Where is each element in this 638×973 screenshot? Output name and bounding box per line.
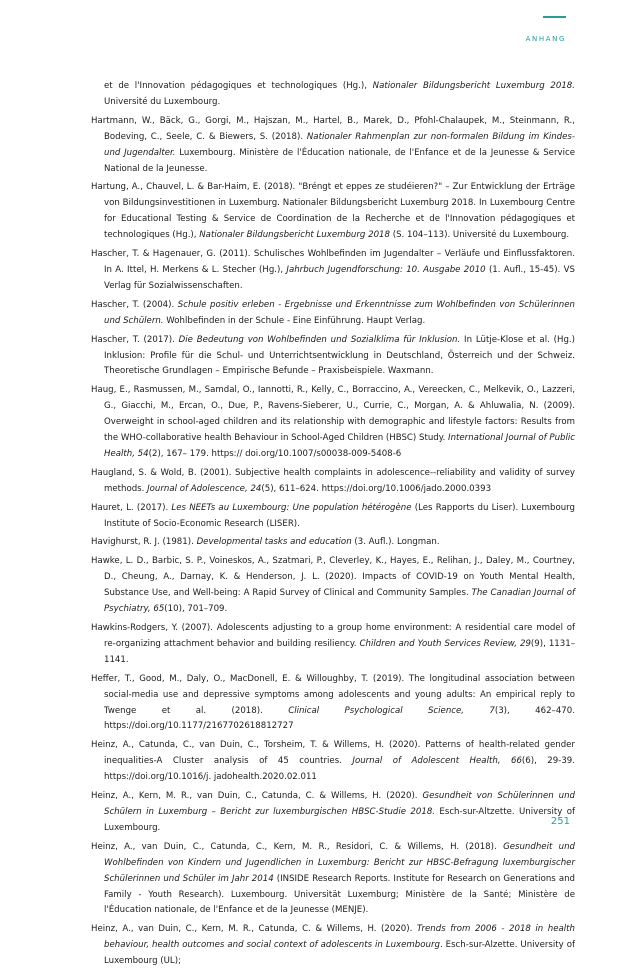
- reference-entry: [91, 298, 575, 330]
- reference-entry: [91, 180, 575, 244]
- reference-entry: [91, 383, 575, 463]
- reference-list: [91, 79, 575, 973]
- reference-text: Wohlbefinden in der Schule - Eine Einführung. Haupt Verlag.: [163, 315, 426, 326]
- reference-title: Die Bedeutung von Wohlbefinden und Sozialklima für Inklusion.: [178, 334, 461, 345]
- reference-text: (1. Aufl., 15-45). VS Verlag für Sozialwissenschaften.: [104, 264, 575, 291]
- reference-text: (2), 167– 179. https:// doi.org/10.1007/s00038-009-5408-6: [148, 448, 402, 459]
- reference-text: Haugland, S. & Wold, B. (2001). Subjective health complaints in adolescence--reliability and validity of survey methods.: [91, 467, 575, 494]
- reference-text: (10), 701–709.: [164, 604, 228, 615]
- reference-text: Haug, E., Rasmussen, M., Samdal, O., Iannotti, R., Kelly, C., Borraccino, A., Vereecken, C., Melkevik, O., Lazzeri, G., Giacchi, M., Ercan, O., Due, P., Ravens-Sieberer, U., Currie, C., Morgan, A. & Ahluwalia, N. (2009). Overweight in school-aged children and its relationship with demographic and lifestyle factors: Results from the WHO-collaborative health Behaviour in School-Aged Children (HBSC) Study.: [91, 385, 575, 444]
- reference-title: Clinical Psychological Science, 7: [288, 705, 495, 716]
- reference-entry: [91, 247, 575, 295]
- reference-title: Gesundheit und Wohlbefinden von Kindern und Jugendlichen in Luxemburg: Bericht zur HBSC-Befragung luxemburgischer Schülerinnen und Schüler im Jahr 2014: [104, 841, 575, 884]
- reference-entry: [91, 621, 575, 669]
- reference-text: Hauret, L. (2017).: [91, 502, 172, 513]
- reference-title: Schule positiv erleben - Ergebnisse und Erkenntnisse zum Wohlbefinden von Schülerinnen und Schülern.: [104, 299, 575, 326]
- reference-text: Hartmann, W., Bäck, G., Gorgi, M., Hajszan, M., Hartel, B., Marek, D., Pfohl-Chalaupek, M., Steinmann, R., Bodeving, C., Seele, C. & Biewers, S. (2018).: [91, 115, 575, 142]
- reference-entry: [91, 840, 575, 920]
- reference-entry: [91, 738, 575, 786]
- reference-entry: [91, 333, 575, 381]
- reference-title: Gesundheit von Schülerinnen und Schülern in Luxemburg – Bericht zur luxemburgischen HBSC-Studie 2018.: [104, 791, 575, 817]
- reference-entry: [91, 672, 575, 736]
- reference-text: Havighurst, R. J. (1981).: [91, 537, 197, 548]
- reference-entry: [91, 554, 575, 618]
- reference-entry: [91, 501, 575, 533]
- reference-entry: [91, 114, 575, 178]
- reference-text: (6), 29-39. https://doi.org/10.1016/j. jadohealth.2020.02.011: [104, 756, 576, 783]
- reference-text: Hascher, T. (2004).: [91, 299, 178, 310]
- reference-title: Les NEETs au Luxembourg: Une population hétérogène: [171, 502, 412, 513]
- reference-text: Heinz, A., van Duin, C., Catunda, C., Kern, M. R., Residori, C. & Willems, H. (2018).: [91, 841, 504, 852]
- reference-entry: [91, 466, 575, 498]
- reference-text: Hascher, T. (2017).: [91, 334, 179, 345]
- reference-text: Hascher, T. & Hagenauer, G. (2011). Schulisches Wohlbefinden im Jugendalter – Verläufe und Einflussfaktoren. In A. Ittel, H. Merkens & L. Stecher (Hg.),: [91, 249, 575, 275]
- reference-title: International Journal of Public Health, 54: [104, 433, 575, 459]
- reference-title: Journal of Adolescence, 24: [147, 483, 262, 494]
- reference-text: (3. Aufl.). Longman.: [351, 537, 440, 548]
- reference-text: Hawke, L. D., Barbic, S. P., Voineskos, A., Szatmari, P., Cleverley, K., Hayes, E., Relihan, J., Daley, M., Courtney, D., Cheung, A., Darnay, K. & Henderson, J. L. (2020). Impacts of COVID-19 on Youth Mental Health, Substance Use, and Well-being: A Rapid Survey of Clinical and Community Samples.: [91, 556, 575, 599]
- reference-text: (S. 104–113). Université du Luxembourg.: [389, 230, 570, 241]
- reference-text: Heinz, A., Catunda, C., van Duin, C., Torsheim, T. & Willems, H. (2020). Patterns of health-related gender inequalities-A Cluster analysis of 45 countries.: [91, 740, 575, 767]
- reference-text: Université du Luxembourg.: [104, 96, 221, 107]
- reference-text: (Les Rapports du Liser). Luxembourg Institute of Socio-Economic Research (LISER).: [104, 502, 575, 529]
- reference-entry: [91, 79, 575, 111]
- reference-text: . Esch-sur-Alzette. University of Luxembourg (UL);: [104, 940, 575, 967]
- page-number: 251: [550, 816, 570, 827]
- reference-title: Trends from 2006 - 2018 in health behaviour, health outcomes and social context of adolescents in Luxembourg: [104, 924, 575, 951]
- reference-text: Hawkins-Rodgers, Y. (2007). Adolescents adjusting to a group home environment: A residential care model of re-organizing attachment behavior and building resiliency.: [91, 623, 575, 649]
- reference-entry: [91, 535, 575, 551]
- reference-title: Children and Youth Services Review, 29: [359, 638, 531, 649]
- reference-text: In Lütje-Klose et al. (Hg.) Inklusion: Profile für die Schul- und Unterrichtsentwicklung in Deutschland, Österreich und der Schweiz. Theoretische Grundlagen – Empirische Befunde – Praxisbeispiele. Waxmann.: [104, 334, 575, 377]
- reference-entry: [91, 922, 575, 970]
- reference-title: Journal of Adolescent Health, 66: [352, 756, 522, 767]
- reference-text: et de l'Innovation pédagogiques et technologiques (Hg.),: [104, 81, 373, 91]
- reference-entry: [91, 789, 575, 837]
- reference-text: Esch-sur-Altzette. University of Luxembourg.: [104, 806, 576, 833]
- reference-title: Nationaler Rahmenplan zur non-formalen Bildung im Kindes- und Jugendalter.: [104, 131, 575, 158]
- reference-title: Nationaler Bildungsbericht Luxemburg 2018.: [372, 81, 576, 91]
- reference-text: Heffer, T., Good, M., Daly, O., MacDonell, E. & Willoughby, T. (2019). The longitudinal association between social-media use and depressive symptoms among adolescents and young adults: An empirical reply to Twenge et al. (2018).: [91, 673, 575, 716]
- section-label: ANHANG: [525, 35, 566, 43]
- reference-text: Heinz, A., Kern, M. R., van Duin, C., Catunda, C. & Willems, H. (2020).: [91, 791, 423, 802]
- reference-text: (3), 462–470. https://doi.org/10.1177/2167702618812727: [104, 705, 575, 732]
- reference-text: Hartung, A., Chauvel, L. & Bar-Haim, E. (2018). "Bréngt et eppes ze studéieren?" – Zur Entwicklung der Erträge von Bildungsinvestitionen in Luxemburg. Nationaler Bildungsbericht Luxemburg 2018. In Luxembourg Centre for Educational Testing & Service de Coordination de la Recherche et de l'Innovation pédagogiques et technologiques (Hg.),: [91, 182, 575, 241]
- reference-title: The Canadian Journal of Psychiatry, 65: [104, 588, 575, 615]
- reference-title: Nationaler Bildungsbericht Luxemburg 2018: [199, 230, 390, 241]
- reference-title: Developmental tasks and education: [196, 537, 352, 548]
- reference-text: (INSIDE Research Reports. Institute for Research on Generations and Family - Youth Research). Luxembourg. Universität Luxemburg; Ministère de la Santé; Ministère de l'Éducation nationale, de l'Enfance et de la Jeunesse (MENJE).: [104, 873, 575, 916]
- reference-text: (9), 1131–1141.: [104, 638, 576, 665]
- reference-text: Heinz, A., van Duin, C., Kern, M. R., Catunda, C. & Willems, H. (2020).: [91, 924, 417, 935]
- reference-title: Jahrbuch Jugendforschung: 10. Ausgabe 2010: [286, 264, 486, 275]
- reference-text: Luxembourg. Ministère de l'Éducation nationale, de l'Enfance et de la Jeunesse & Service National de la Jeunesse.: [104, 147, 575, 174]
- header-accent-rule: [543, 16, 566, 18]
- reference-text: (5), 611–624. https://doi.org/10.1006/jado.2000.0393: [261, 483, 492, 494]
